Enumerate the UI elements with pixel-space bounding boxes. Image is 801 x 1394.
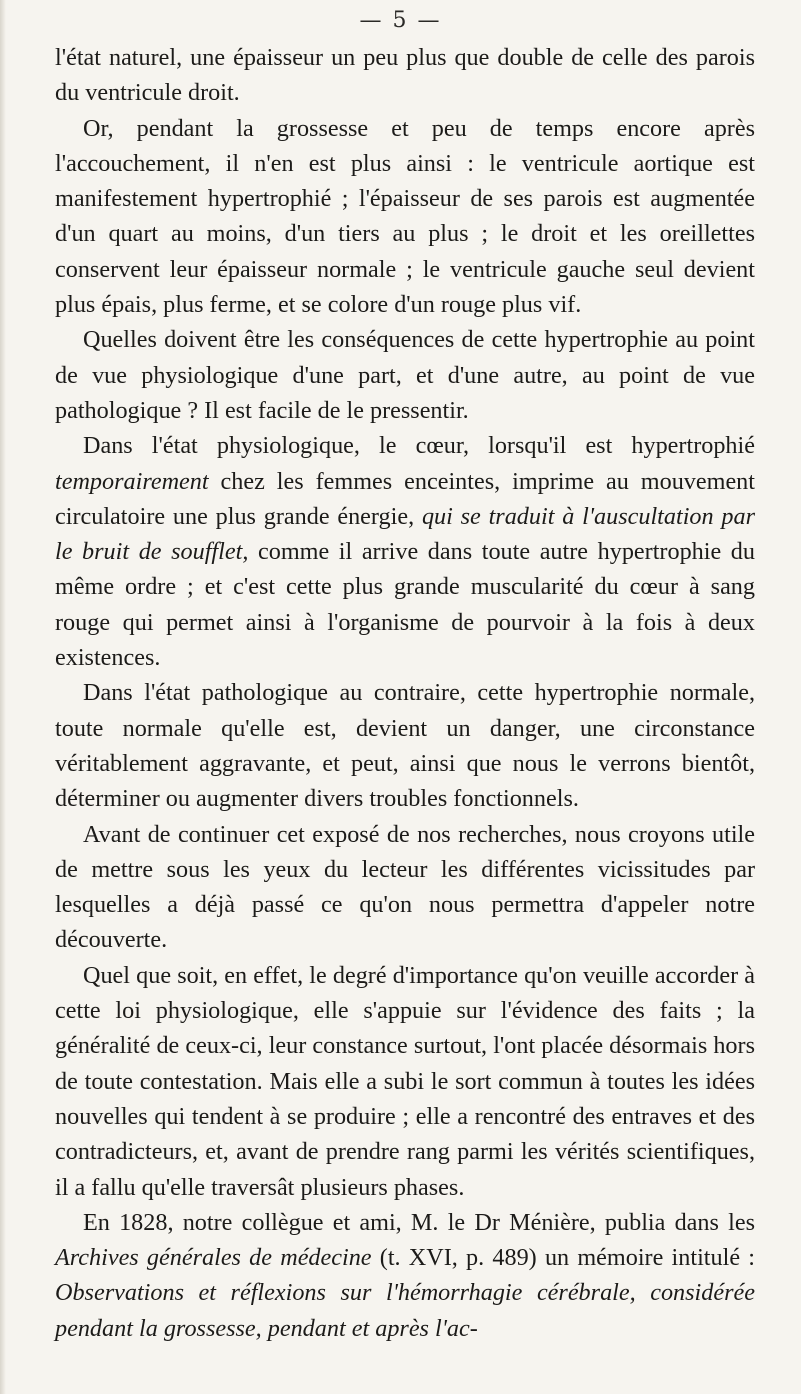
text-segment: Or, pendant la grossesse et peu de temps encore après l'accouchement, il n'en est plus ainsi : le ventricule aortique est manifestement hypertrophié ; l'épaisseur de ses parois est augmentée d'un quart au moins, d'un tiers au plus ; le droit et les oreillettes conservent leur épaisseur normale ; le ventricule gauche seul devient plus épais, plus ferme, et se colore d'un rouge plus vif. <box>55 114 755 319</box>
page-gutter-shadow <box>0 0 6 1394</box>
text-segment: chez les femmes enceintes, imprime au mouvement circulatoire une plus grande énergie, <box>55 467 755 530</box>
paragraph-p1 <box>55 40 755 111</box>
body-text <box>55 10 755 1346</box>
paragraph-p3 <box>55 322 755 428</box>
paragraph-p4 <box>55 428 755 675</box>
text-segment: Dans l'état physiologique, le cœur, lorsqu'il est hypertrophié <box>83 432 755 460</box>
paragraph-p6 <box>55 817 755 958</box>
paragraph-p5 <box>55 675 755 816</box>
italic-text: Archives générales de médecine <box>55 1244 372 1272</box>
text-segment: (t. XVI, p. 489) un mémoire intitulé : <box>371 1244 755 1272</box>
paragraph-p8 <box>55 1205 755 1346</box>
italic-text: Observations et réflexions sur l'hémorrhagie cérébrale, considérée pendant la grossesse, pendant et après l'ac- <box>55 1279 755 1342</box>
paragraph-p2 <box>55 111 755 323</box>
italic-text: qui se traduit à l'auscultation par le bruit de soufflet, <box>55 502 756 566</box>
italic-text: temporairement <box>55 467 209 495</box>
text-segment: Quel que soit, en effet, le degré d'importance qu'on veuille accorder à cette loi physiologique, elle s'appuie sur l'évidence des faits ; la généralité de ceux-ci, leur constance surtout, l'ont placée désormais hors de toute contestation. Mais elle a subi le sort commun à toutes les idées nouvelles qui tendent à se produire ; elle a rencontré des entraves et des contradicteurs, et, avant de prendre rang parmi les vérités scientifiques, il a fallu qu'elle traversât plusieurs phases. <box>55 961 755 1201</box>
paragraph-p7 <box>55 958 755 1205</box>
text-segment: En 1828, notre collègue et ami, M. le Dr Ménière, publia dans les <box>83 1208 755 1236</box>
text-segment: comme il arrive dans toute autre hypertrophie du même ordre ; et c'est cette plus grande muscularité du cœur à sang rouge qui permet ainsi à l'organisme de pourvoir à la fois à deux existences. <box>55 538 755 672</box>
text-segment: Quelles doivent être les conséquences de cette hypertrophie au point de vue physiologique d'une part, et d'une autre, au point de vue pathologique ? Il est facile de le pressentir. <box>55 326 755 424</box>
page-number: — 5 — <box>359 8 442 33</box>
text-segment: Avant de continuer cet exposé de nos recherches, nous croyons utile de mettre sous les yeux du lecteur les différentes vicissitudes par lesquelles a déjà passé ce qu'on nous permettra d'appeler notre découverte. <box>55 820 755 954</box>
text-segment: l'état naturel, une épaisseur un peu plus que double de celle des parois du ventricule droit. <box>55 44 755 107</box>
text-segment: Dans l'état pathologique au contraire, cette hypertrophie normale, toute normale qu'elle est, devient un danger, une circonstance véritablement aggravante, et peut, ainsi que nous le verrons bientôt, déterminer ou augmenter divers troubles fonctionnels. <box>55 679 755 813</box>
